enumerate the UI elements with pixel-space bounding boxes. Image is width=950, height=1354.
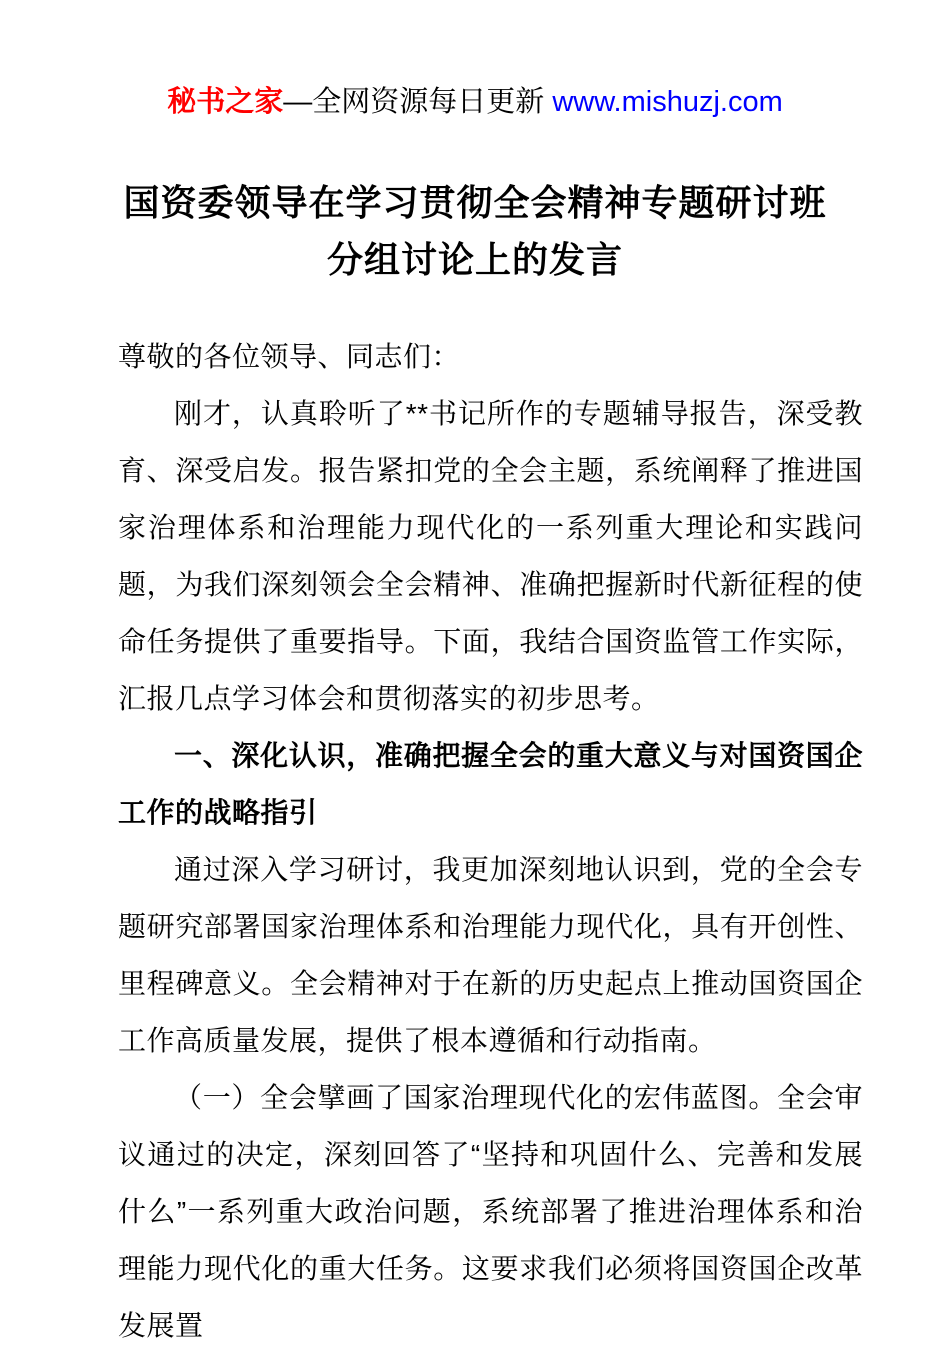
paragraph: 刚才，认真聆听了**书记所作的专题辅导报告，深受教育、深受启发。报告紧扣党的全会主题，系统阐释了推进国家治理体系和治理能力现代化的一系列重大理论和实践问题，为我们深刻领会全会精神、准确把握新时代新征程的使命任务提供了重要指导。下面，我结合国资监管工作实际，汇报几点学习体会和贯彻落实的初步思考。 xyxy=(118,398,863,714)
paragraph: （一）全会擘画了国家治理现代化的宏伟蓝图。全会审议通过的决定，深刻回答了“坚持和巩固什么、完善和发展什么”一系列重大政治问题，系统部署了推进治理体系和治理能力现代化的重大任务。这要求我们必须将国资国企改革发展置 xyxy=(118,1082,863,1341)
document-title-line2: 分组讨论上的发言 xyxy=(326,239,623,280)
paragraph: 尊敬的各位领导、同志们： xyxy=(118,341,461,372)
document-title-line1: 国资委领导在学习贯彻全会精神专题研讨班 xyxy=(123,182,827,223)
site-header xyxy=(0,0,950,122)
document-body xyxy=(118,328,863,1354)
paragraph: 一、深化认识，准确把握全会的重大意义与对国资国企工作的战略指引 xyxy=(118,740,863,828)
site-name: 秘书之家 xyxy=(167,86,284,118)
paragraph: 通过深入学习研讨，我更加深刻地认识到，党的全会专题研究部署国家治理体系和治理能力现代化，具有开创性、里程碑意义。全会精神对于在新的历史起点上推动国资国企工作高质量发展，提供了根本遵循和行动指南。 xyxy=(118,854,863,1056)
document-title xyxy=(0,174,950,288)
site-url-link[interactable]: www.mishuzj.com xyxy=(552,86,783,118)
site-header-tagline: —全网资源每日更新 xyxy=(283,86,553,118)
